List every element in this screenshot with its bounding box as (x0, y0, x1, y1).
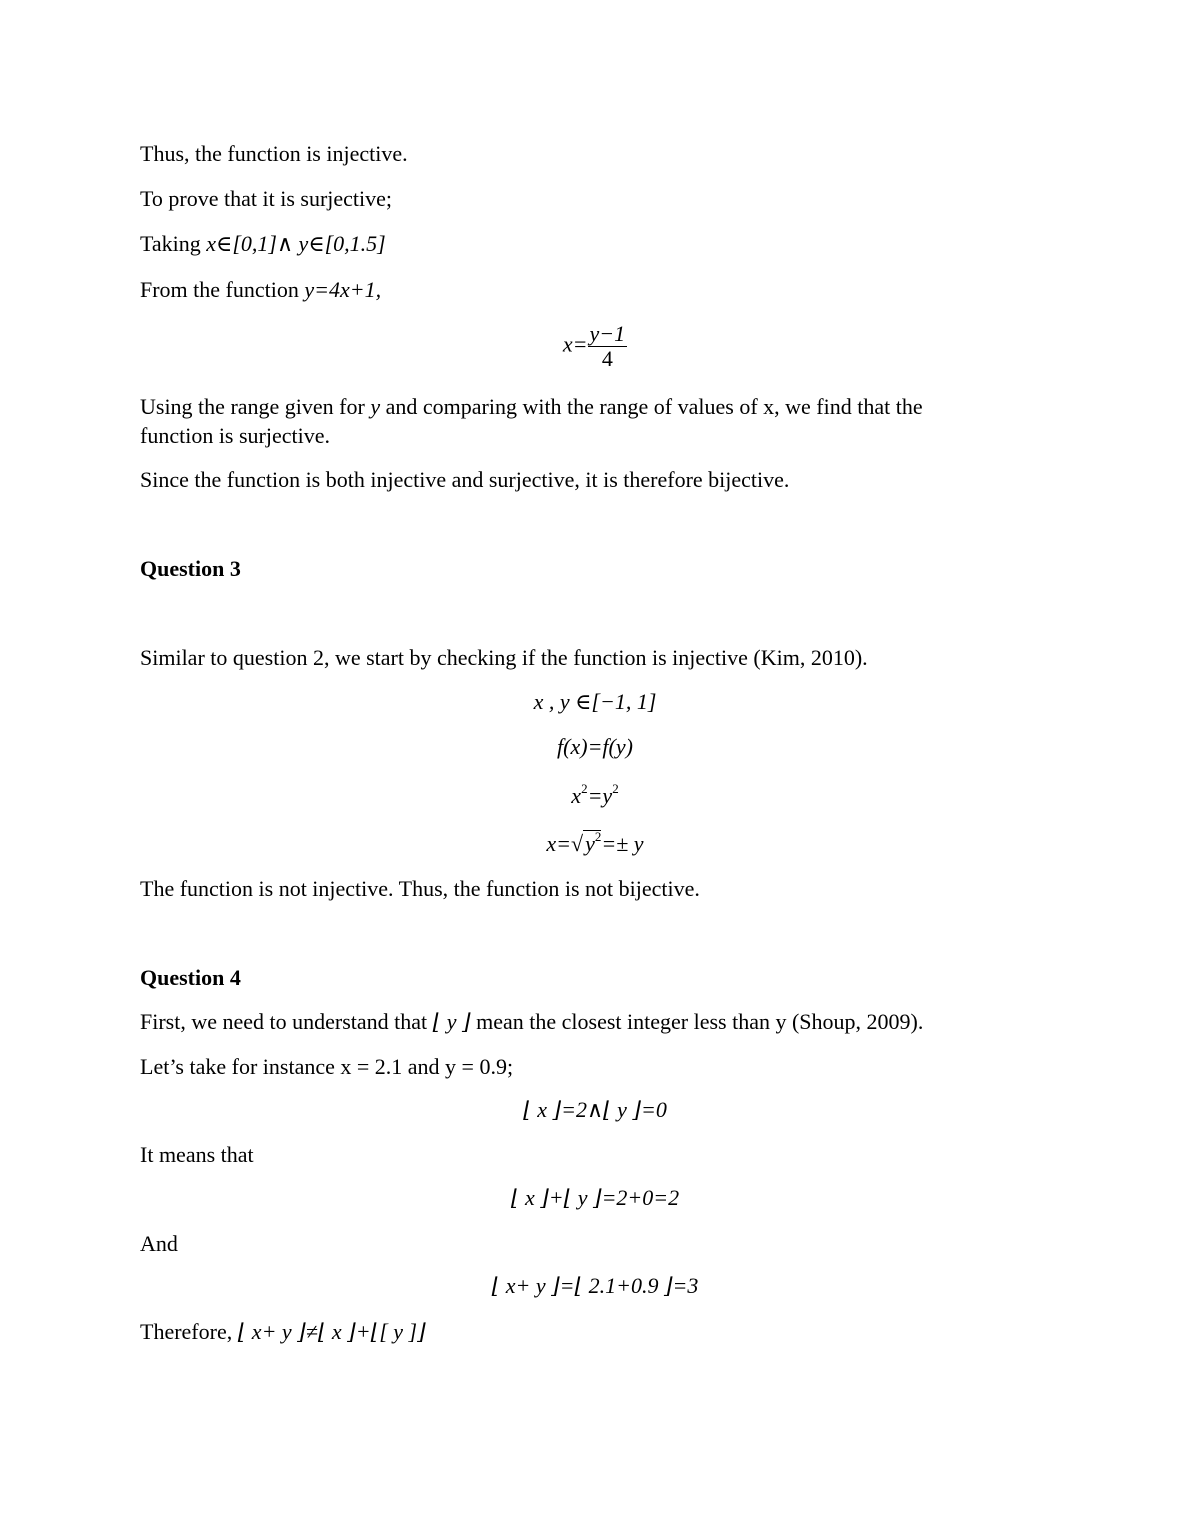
squares-mid: =y (587, 783, 613, 808)
paragraph-range-comparison (140, 393, 923, 421)
equation-q3-domain-text: x , y ∈[−1, 1] (533, 689, 657, 714)
paragraph-q4-therefore (140, 1318, 426, 1346)
floor-def-math: ⌊ y ⌋ (432, 1009, 471, 1034)
therefore-lead-text: Therefore, (140, 1319, 238, 1344)
equation-q3-domain (0, 688, 1190, 716)
paragraph-range-comparison-line2: function is surjective. (140, 423, 331, 448)
sqrt-radicand-var: y (585, 831, 595, 856)
squares-exp-1: 2 (581, 781, 588, 796)
range-text-a: Using the range given for (140, 394, 371, 419)
floor-def-text-a: First, we need to understand that (140, 1009, 433, 1034)
from-function-lead-text: From the function (140, 277, 305, 302)
equation-lhs: x= (562, 331, 588, 357)
paragraph-q4-it-means: It means that (140, 1142, 254, 1167)
equation-q4-floor-of-sum (0, 1272, 1190, 1300)
therefore-math: ⌊ x+ y ⌋≠⌊ x ⌋+⌊[ y ]⌋ (237, 1319, 426, 1344)
paragraph-q3-conclusion: The function is not injective. Thus, the function is not bijective. (140, 876, 700, 901)
sqrt-pre: x=√ (546, 831, 584, 856)
squares-exp-2: 2 (612, 781, 619, 796)
equation-q3-fx-fy (0, 733, 1190, 761)
equation-q4-sum-of-floors (0, 1184, 1190, 1212)
equation-q3-fx-fy-text: f(x)=f(y) (557, 734, 633, 759)
range-var-y: y (370, 394, 381, 419)
paragraph-injective-conclusion: Thus, the function is injective. (140, 141, 408, 166)
equation-q4-floors-text: ⌊ x ⌋=2∧⌊ y ⌋=0 (523, 1097, 667, 1122)
equation-q3-sqrt (0, 830, 1190, 858)
fraction-numerator: y−1 (589, 321, 626, 346)
equation-q3-squares (0, 782, 1190, 810)
paragraph-taking-domain (140, 230, 386, 258)
heading-question-3: Question 3 (140, 556, 241, 581)
sqrt-exp: 2 (594, 829, 602, 844)
equation-x-solved (0, 322, 1190, 371)
fraction (588, 322, 628, 371)
heading-question-4: Question 4 (140, 965, 241, 990)
paragraph-surjective-intro: To prove that it is surjective; (140, 186, 393, 211)
taking-lead-text: Taking (140, 231, 207, 256)
equation-q4-sum-of-floors-text: ⌊ x ⌋+⌊ y ⌋=2+0=2 (510, 1185, 680, 1210)
range-text-b: and comparing with the range of values of x, we find that the (380, 394, 923, 419)
sqrt-radicand (583, 830, 601, 856)
floor-def-text-b: mean the closest integer less than y (Shoup, 2009). (470, 1009, 924, 1034)
equation-q4-floors (0, 1096, 1190, 1124)
paragraph-q4-floor-definition (140, 1008, 923, 1036)
domain-math: x∈[0,1]∧ y∈[0,1.5] (206, 231, 386, 256)
paragraph-q4-and: And (140, 1231, 178, 1256)
equation-q4-floor-of-sum-text: ⌊ x+ y ⌋=⌊ 2.1+0.9 ⌋=3 (491, 1273, 699, 1298)
fraction-denominator: 4 (601, 346, 613, 371)
paragraph-q4-example: Let’s take for instance x = 2.1 and y = 0.9; (140, 1054, 514, 1079)
function-math: y=4x+1, (304, 277, 382, 302)
paragraph-bijective-conclusion: Since the function is both injective and surjective, it is therefore bijective. (140, 467, 790, 492)
paragraph-q3-intro: Similar to question 2, we start by checking if the function is injective (Kim, 2010). (140, 645, 868, 670)
paragraph-from-function (140, 276, 381, 304)
squares-x: x (571, 783, 582, 808)
sqrt-post: =± y (601, 831, 644, 856)
